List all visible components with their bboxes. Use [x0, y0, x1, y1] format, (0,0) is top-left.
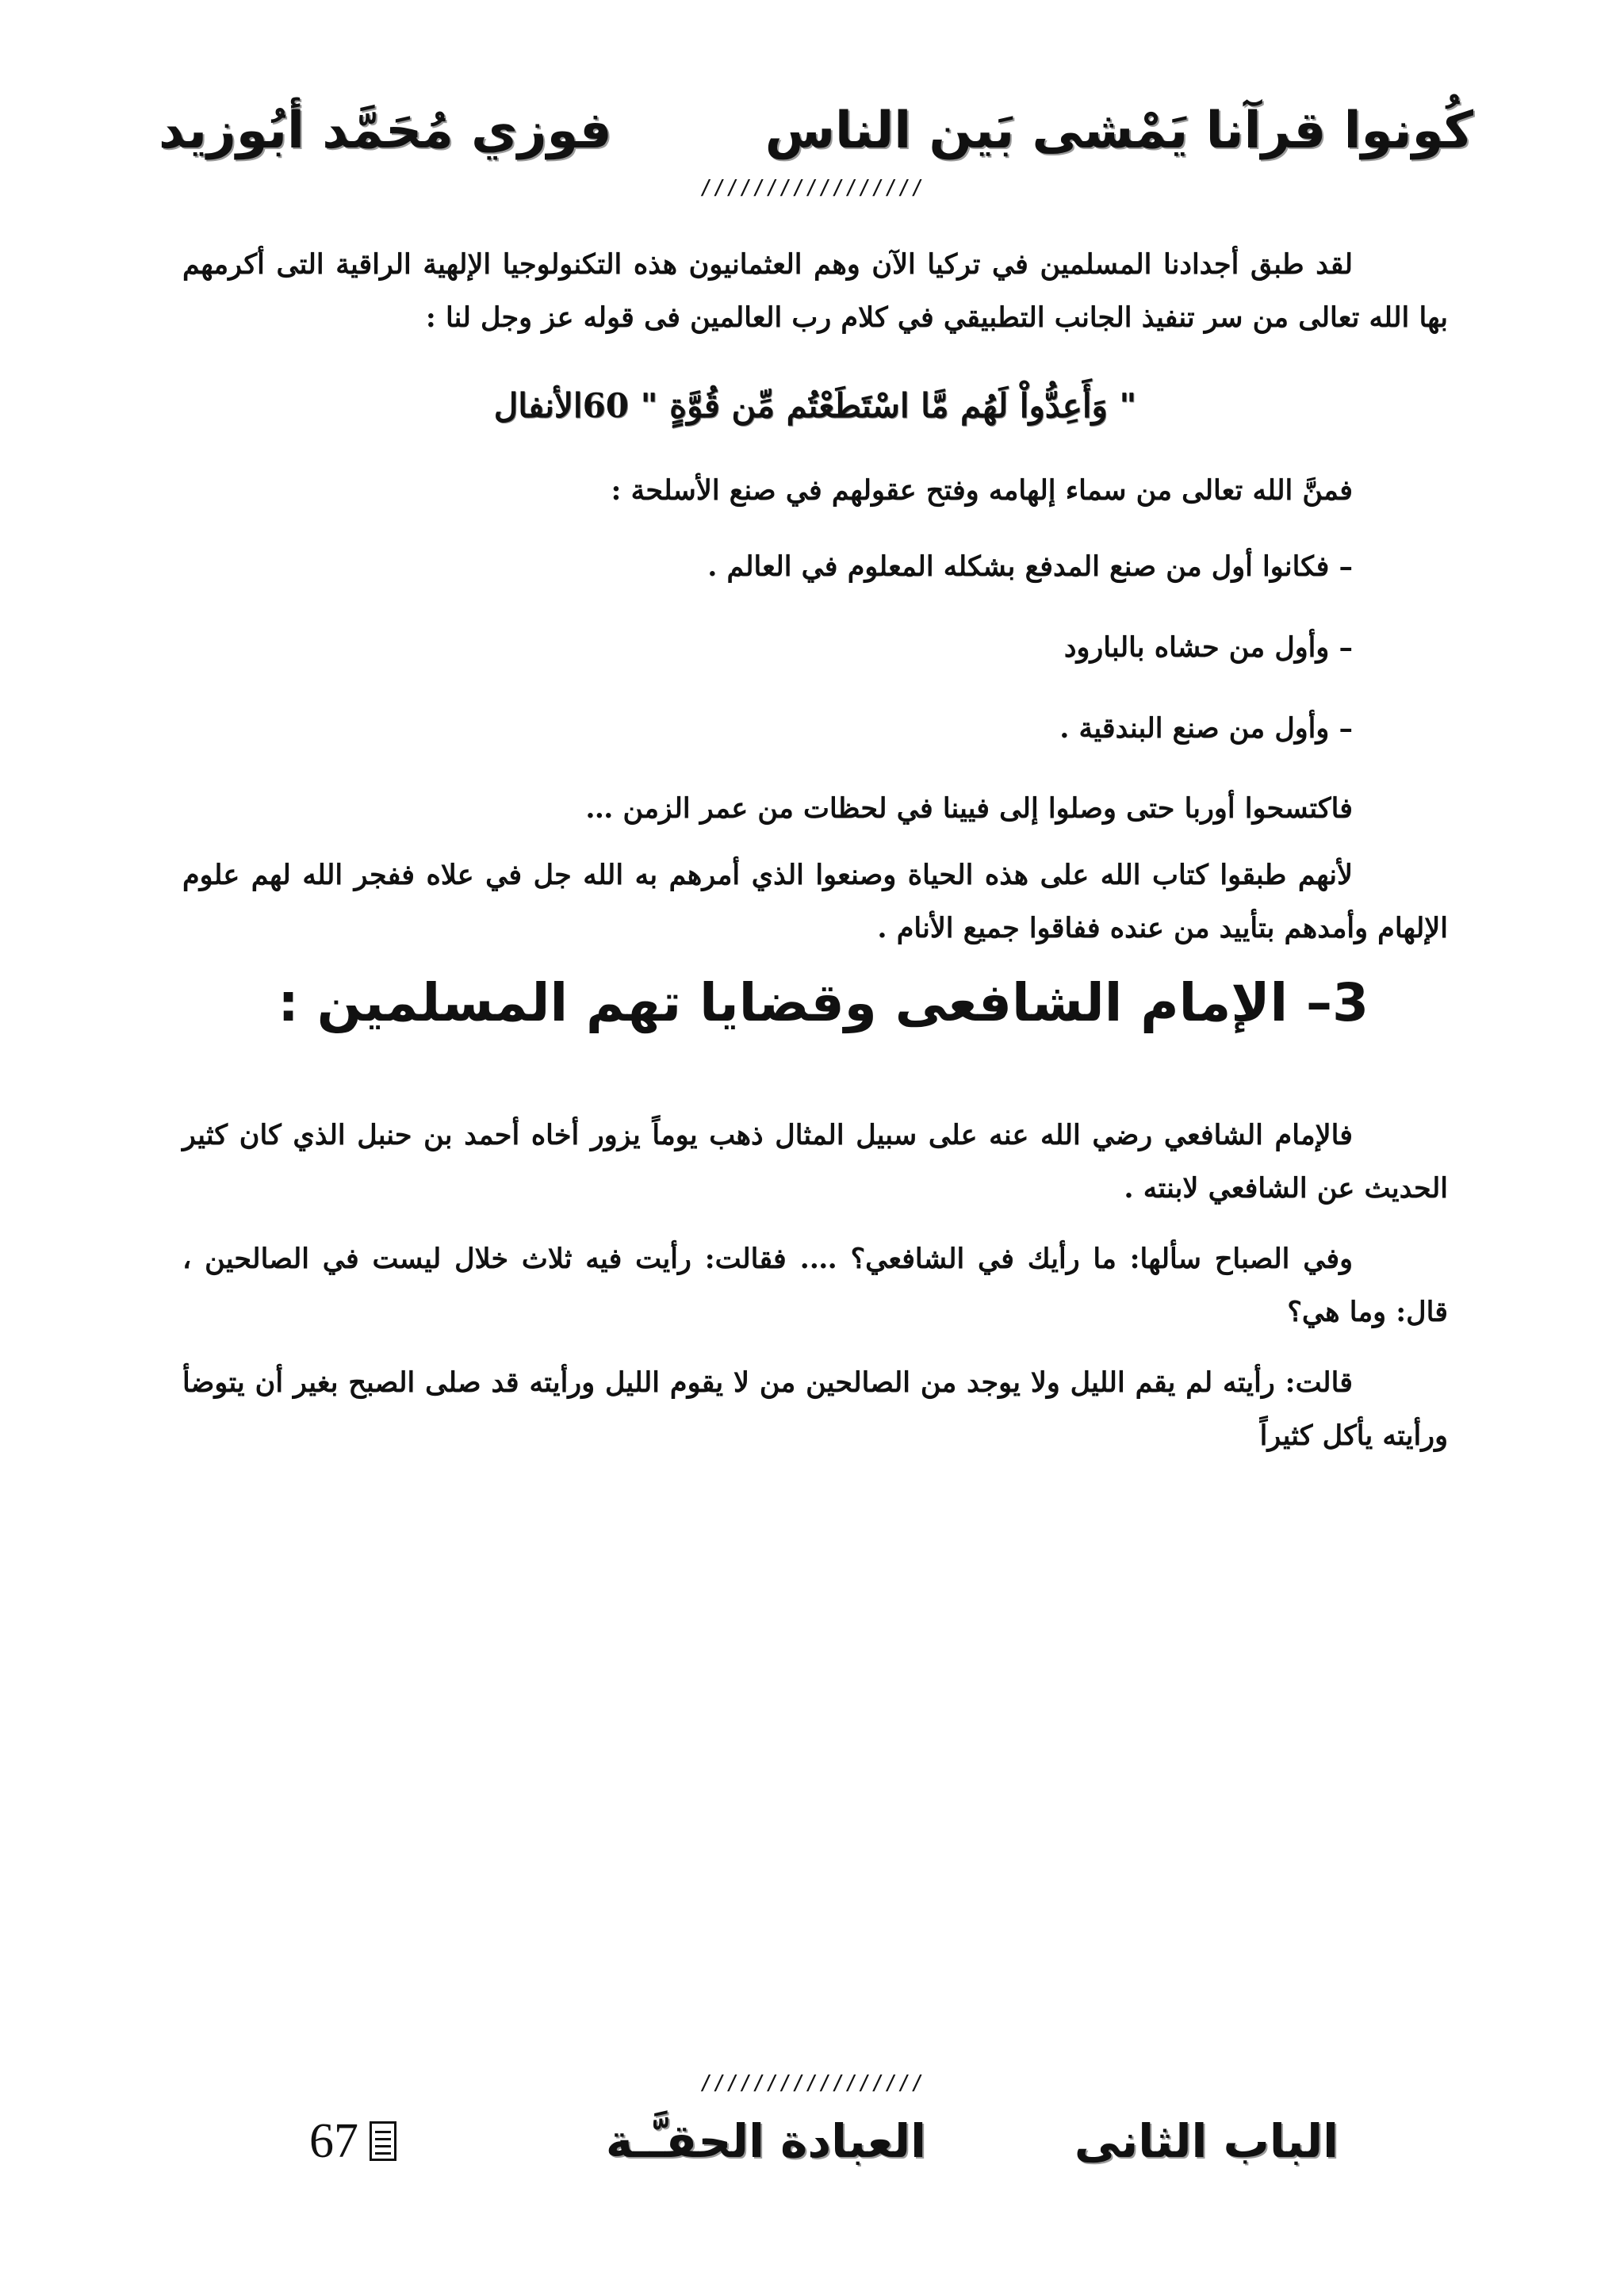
book-title: كُونوا قرآنا يَمْشى بَين الناس — [764, 102, 1473, 160]
book-icon — [370, 2121, 396, 2161]
page-content — [182, 238, 1448, 1462]
footer-divider: ///////////////// — [699, 2071, 925, 2095]
list-item: – فكانوا أول من صنع المدفع بشكله المعلوم في العالم . — [707, 550, 1353, 583]
paragraph-answer: قالت: رأيته لم يقم الليل ولا يوجد من الصالحين من لا يقوم الليل ورأيته قد صلى الصبح بغير أن يتوضأ ورأيته يأكل كثيراً — [182, 1366, 1448, 1452]
page-footer — [309, 2101, 1339, 2189]
paragraph-weapons: فمنَّ الله تعالى من سماء إلهامه وفتح عقولهم في صنع الأسلحة : — [611, 474, 1353, 507]
chapter-title: الباب الثانى — [1074, 2114, 1339, 2168]
page-number-box — [309, 2101, 396, 2181]
paragraph-morning: وفي الصباح سألها: ما رأيك في الشافعي؟ …. فقالت: رأيت فيه ثلاث خلال ليست في الصالحين ، قال: وما هي؟ — [182, 1243, 1448, 1328]
section-heading: 3– الإمام الشافعى وقضايا تهم المسلمين : — [278, 972, 1369, 1033]
paragraph-inspiration: لأنهم طبقوا كتاب الله على هذه الحياة وصنعوا الذي أمرهم به الله جل في علاه ففجر الله لهم علوم الإلهام وأمدهم بتأييد من عنده ففاقوا جميع الأنام . — [182, 859, 1448, 944]
paragraph-europe: فاكتسحوا أوربا حتى وصلوا إلى فيينا في لحظات من عمر الزمن … — [585, 792, 1353, 825]
paragraph-shafii: فالإمام الشافعي رضي الله عنه على سبيل المثال ذهب يوماً يزور أخاه أحمد بن حنبل الذي كان كثير الحديث عن الشافعي لابنته . — [182, 1119, 1448, 1205]
header-divider: ///////////////// — [699, 176, 925, 200]
paragraph-intro: لقد طبق أجدادنا المسلمين في تركيا الآن وهم العثمانيون هذه التكنولوجيا الإلهية الراقية التى أكرمهم بها الله تعالى من سر تنفيذ الجانب التطبيقي في كلام رب العالمين فى قوله عز وجل لنا : — [182, 248, 1448, 334]
list-item: – وأول من حشاه بالبارود — [1063, 631, 1353, 664]
quran-verse: " وَأَعِدُّواْ لَهُم مَّا اسْتَطَعْتُم مِّن قُوَّةٍ " 60الأنفال — [493, 386, 1137, 425]
list-item: – وأول من صنع البندقية . — [1059, 712, 1353, 745]
page-number: 67 — [309, 2113, 358, 2168]
footer-book-title: العبادة الحقـَّـة — [605, 2114, 926, 2168]
author-name: فوزي مُحَمَّد أبُوزيد — [159, 102, 612, 160]
page-header — [159, 91, 1473, 178]
